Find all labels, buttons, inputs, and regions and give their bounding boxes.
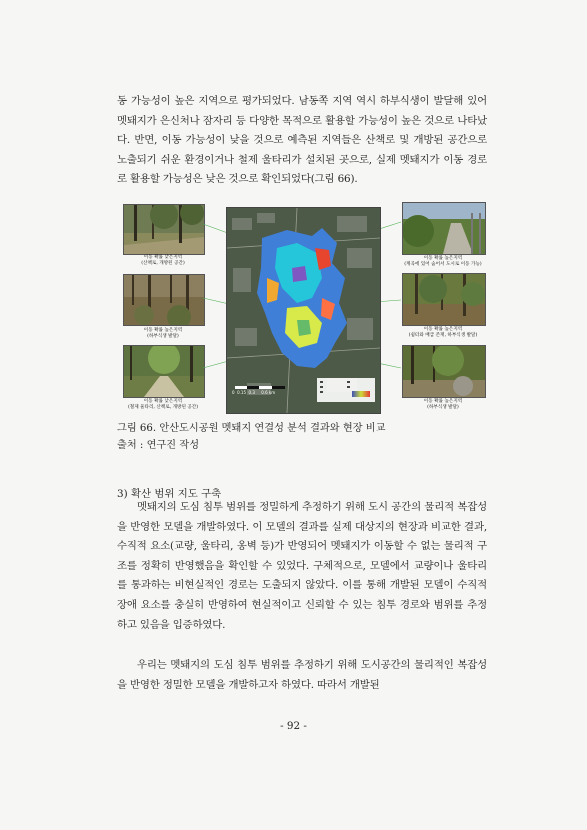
body-paragraph-2: 멧돼지의 도심 침투 범위를 정밀하게 추정하기 위해 도시 공간의 물리적 복잡성을 반영한 모델을 개발하였다. 이 모델의 결과를 실제 대상지의 현장과 비교한 결과, 수직적 요소(교량, 울타리, 옹벽 등)가 반영되어 멧돼지가 이동할 수 없는 물리적 구조를 정확히 반영했음을 확인할 수 있었다. 구체적으로, 모델에서 교량이나 울타리를 통과하는 비현실적인 경로는 도출되지 않았다. 이를 통해 개발된 모델이 수직적 장애 요소를 충실히 반영하여 현실적이고 신뢰할 수 있는 침투 경로와 범위를 추정하고 있음을 입증하였다. <box>117 501 487 631</box>
body-paragraph-3: 우리는 멧돼지의 도심 침투 범위를 추정하기 위해 도시공간의 물리적인 복잡성을 반영한 정밀한 모델을 개발하고자 하였다. 따라서 개발된 <box>117 659 487 691</box>
caption-left-1: 이동 확률 낮은지역 (산책로, 개방된 공간) <box>141 255 185 266</box>
connectivity-map <box>226 207 381 414</box>
field-photo-right-3 <box>402 345 486 398</box>
caption-left-2: 이동 확률 높은지역 (하부식생 발달) <box>143 328 183 339</box>
body-paragraph-1: 동 가능성이 높은 지역으로 평가되었다. 남동쪽 지역 역시 하부식생이 발달해 있어 멧돼지가 은신처나 잠자리 등 다양한 목적으로 활용할 가능성이 높은 것으로 나타났다. 반면, 이동 가능성이 낮을 것으로 예측된 지역들은 산책로 및 개방된 공간으로 노출되기 쉬운 환경이거나 철제 울타리가 설치된 곳으로, 실제 멧돼지가 이동 경로로 활용할 가능성은 낮은 것으로 확인되었다(그림 66). <box>117 95 487 186</box>
field-photo-left-1 <box>123 204 205 255</box>
caption-right-3: 이동 확률 높은지역 (하부식생 발달) <box>423 399 463 410</box>
map-scale-bar: 0 0.15 0.3 0.6 km <box>232 390 276 395</box>
figure-66 <box>119 200 487 415</box>
caption-left-3: 이동 확률 낮은지역 (철제 울타리, 산책로, 개방된 공간) <box>127 399 199 410</box>
page-number: - 92 - <box>280 720 307 732</box>
field-photo-left-3 <box>123 345 205 398</box>
field-photo-right-1 <box>402 202 486 255</box>
field-photo-left-2 <box>123 274 205 326</box>
caption-right-2: 이동 확률 높은지역 (쉼터와 배급 존재, 하부식생 발달) <box>408 327 478 338</box>
figure-caption: 그림 66. 안산도시공원 멧돼지 연결성 분석 결과와 현장 비교 <box>117 423 386 434</box>
caption-right-1: 이동 확률 높은지역 (계곡에 있어 숨어서 도시로 이동 가능) <box>404 256 482 267</box>
section-heading: 3) 확산 범위 지도 구축 <box>117 488 222 500</box>
figure-source: 출처 : 연구진 작성 <box>117 440 200 451</box>
field-photo-right-2 <box>402 273 486 326</box>
